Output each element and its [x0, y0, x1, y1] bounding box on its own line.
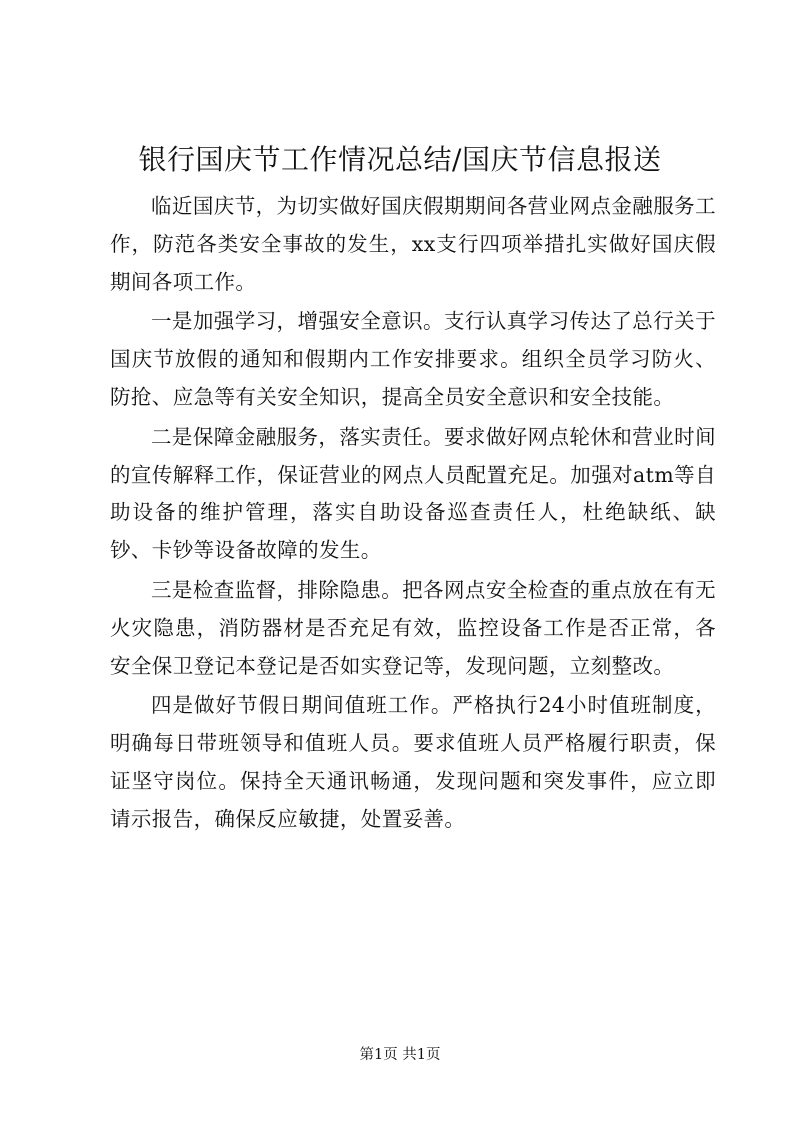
paragraph-inspection: 三是检查监督，排除隐患。把各网点安全检查的重点放在有无火灾隐患，消防器材是否充足有效，监控设备工作是否正常，各安全保卫登记本登记是否如实登记等，发现问题，立刻整改。: [110, 577, 716, 678]
paragraph-service: 二是保障金融服务，落实责任。要求做好网点轮休和营业时间的宣传解释工作，保证营业的网点人员配置充足。加强对atm等自助设备的维护管理，落实自助设备巡查责任人，杜绝缺纸、缺钞、卡钞等设备故障的发生。: [110, 424, 716, 563]
page-footer: 第1页 共1页: [359, 1047, 441, 1063]
paragraph-study: 一是加强学习，增强安全意识。支行认真学习传达了总行关于国庆节放假的通知和假期内工作安排要求。组织全员学习防火、防抢、应急等有关安全知识，提高全员安全意识和安全技能。: [110, 309, 716, 409]
document-body: [110, 188, 716, 841]
document-title: 银行国庆节工作情况总结/国庆节信息报送: [138, 143, 662, 176]
paragraph-intro: 临近国庆节，为切实做好国庆假期期间各营业网点金融服务工作，防范各类安全事故的发生，xx支行四项举措扎实做好国庆假期间各项工作。: [110, 194, 716, 294]
paragraph-duty: 四是做好节假日期间值班工作。严格执行24小时值班制度，明确每日带班领导和值班人员。要求值班人员严格履行职责，保证坚守岗位。保持全天通讯畅通，发现问题和突发事件，应立即请示报告，确保反应敏捷，处置妥善。: [110, 693, 716, 831]
